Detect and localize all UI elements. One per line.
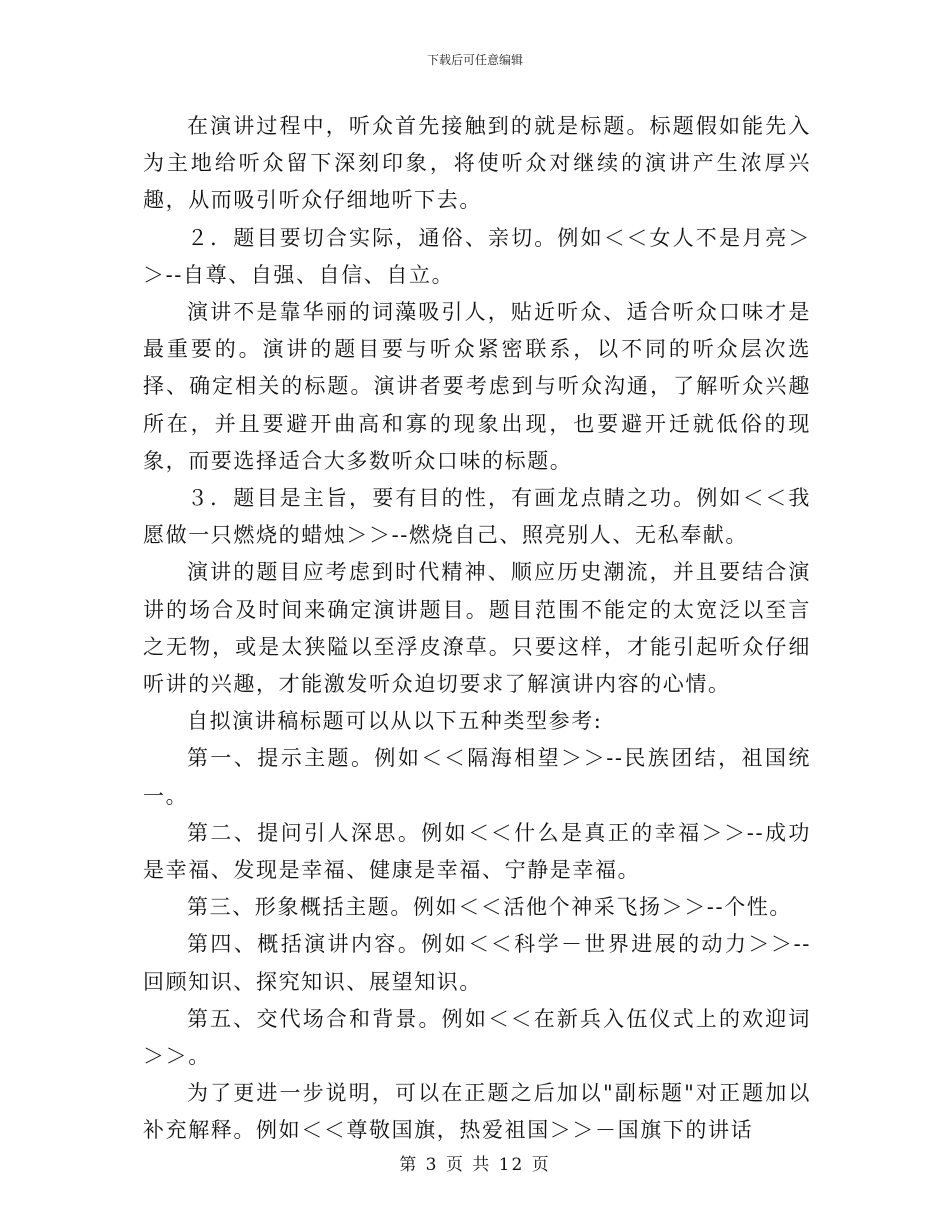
page-header: 下载后可任意编辑 xyxy=(426,53,523,67)
paragraph-topic-scope: 演讲的题目应考虑到时代精神、顺应历史潮流，并且要结合演讲的场合及时间来确定演讲题目。题目范围不能定的太宽泛以至言之无物，或是太狭隘以至浮皮潦草。只要这样，才能引起听众仔细听讲的兴趣，才能激发听众迫切要求了解演讲内容的心情。 xyxy=(143,560,811,697)
paragraph-audience-fit: 演讲不是靠华丽的词藻吸引人，贴近听众、适合听众口味才是最重要的。演讲的题目要与听众紧密联系，以不同的听众层次选择、确定相关的标题。演讲者要考虑到与听众沟通，了解听众兴趣所在，并且要避开曲高和寡的现象出现，也要避开迁就低俗的现象，而要选择适合大多数听众口味的标题。 xyxy=(143,300,811,473)
paragraph-type-4: 第四、概括演讲内容。例如＜＜科学－世界进展的动力＞＞--回顾知识、探究知识、展望知识。 xyxy=(143,932,811,994)
paragraph-type-2: 第二、提问引人深思。例如＜＜什么是真正的幸福＞＞--成功是幸福、发现是幸福、健康是幸福、宁静是幸福。 xyxy=(143,820,811,883)
paragraph-type-3: 第三、形象概括主题。例如＜＜活他个神采飞扬＞＞--个性。 xyxy=(187,895,792,920)
document-body xyxy=(143,108,811,1150)
page-number: 第 3 页 共 12 页 xyxy=(399,1155,551,1175)
paragraph-title-importance: 在演讲过程中，听众首先接触到的就是标题。标题假如能先入为主地给听众留下深刻印象，将使听众对继续的演讲产生浓厚兴趣，从而吸引听众仔细地听下去。 xyxy=(143,114,811,213)
paragraph-five-types-intro: 自拟演讲稿标题可以从以下五种类型参考: xyxy=(187,709,603,734)
paragraph-point-3: ３．题目是主旨，要有目的性，有画龙点睛之功。例如＜＜我愿做一只燃烧的蜡烛＞＞--燃烧自己、照亮别人、无私奉献。 xyxy=(143,486,811,548)
paragraph-point-2: ２．题目要切合实际，通俗、亲切。例如＜＜女人不是月亮＞＞--自尊、自强、自信、自立。 xyxy=(143,225,811,287)
paragraph-type-5: 第五、交代场合和背景。例如＜＜在新兵入伍仪式上的欢迎词＞＞。 xyxy=(143,1006,811,1069)
paragraph-subtitle-note: 为了更进一步说明，可以在正题之后加以"副标题"对正题加以补充解释。例如＜＜尊敬国旗，热爱祖国＞＞－国旗下的讲话 xyxy=(143,1081,811,1143)
paragraph-type-1: 第一、提示主题。例如＜＜隔海相望＞＞--民族团结，祖国统一。 xyxy=(143,746,811,808)
